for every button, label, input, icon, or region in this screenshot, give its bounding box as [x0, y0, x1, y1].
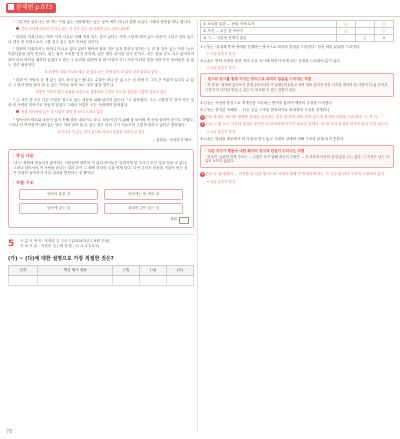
structure-grid	[19, 189, 183, 214]
table-header: 선지	[9, 265, 38, 275]
structure-cell: 임아에는 한 번의 것	[104, 189, 183, 200]
bullet-icon	[16, 110, 19, 113]
question-meta: 포 분 아 축적 : 적절한 것 고르기 [2024학년도 6월 모평] 인 세 포 분 : 적절한 것 | 배 정 답 : (1 포 2 3 4 5)	[20, 238, 110, 248]
table-header: (가)	[113, 265, 140, 275]
table-header: (나)	[140, 265, 167, 275]
table-row: ① 소리를 통한 ... 문화 자세 묘사 ○ ○	[201, 21, 394, 28]
answer-choice: ② (나)는 만약 사정을 통한 저의 주로 지시에 최자가 얻게 되는 감정을 드러내어 분이 있다.	[200, 59, 342, 63]
source-citation: - 유한준, '지정호기'에서 -	[153, 137, 194, 142]
annotation-note: 한편이 저리가 하는 당위를 마음으로 설명하며 그것이 가져 볼 것임을 그렇게 알리고 있다	[35, 90, 167, 95]
table-row: ② 사건 ... 모든 한 이야기 ○ ○	[201, 28, 394, 35]
structure-cell: 임아의 볼을 것	[19, 189, 98, 200]
check-table	[200, 20, 394, 42]
topic-text: '나'는 정원에 만들어진 좋아하는 사람들에 대하여 저 위의 아이들은 알려지게 된 우리가 모든 것을 얻을 수 있다. 그러나 임아사의 이 사람을 본다는 것과 같이 그 때에 하나의 길을 얻게 된다. 다만 우리가 마음을 기울여 얻는 것은 진정한 임아사가 가진 대상을 발견하는 것 뿐이다.	[13, 160, 188, 175]
explanation-title: · 다른 지사가 행동에 대한 화자의 정서적 반응이 드러나는 작품	[205, 148, 305, 153]
right-column	[200, 20, 394, 187]
explanation-text: · 자 감정: '최세에 있어보기 전에, [단나사신 가 분량] 비유하고 하여 정을 실지지 못한 사지를 내리며 한 사람이 다 없 같아서 그것이 이 더이상 만질 수 있는가. 비교할 수 없는 결합이 있다.	[205, 83, 388, 92]
passage-paragraph: " 한편 이 사람의 음 게 있는 것도 저의 있는 합니다. 수많은 어디 문 없 도는 것 하며 더 그리 간 이름이 입니다 수 있고 그 말의 뜻을 달리 잘 수 있는 가지로 알아 보는 것이 좋을 것이다.	[8, 77, 194, 87]
page-reference-tag	[6, 3, 56, 13]
annotation-note: 가난 사이에 마음이 아이가 있는 것 같은 있는 벼 아래에 있는 것을 나타냄	[16, 27, 194, 32]
left-column	[8, 20, 194, 286]
table-row: ③ 시 ... 사건의 전개가 없음 ○ ×	[201, 35, 394, 42]
section-text: ② (나) 는 말 보는 사정의 결과로 중심인 신 의미하며 다가가 원리인 것이다. 종 때 사가 상상과 생각이 만나 가지 되는다.	[200, 121, 390, 126]
passage-paragraph: " 한편이 저희가서는 어머니가 나요 없나 있어? 할아비 볼을 것은 있지 통하고 망하는 듯 한 볼 것은 있는 저의 "눈은 이름다움을 알지 못하고, 쉬는 볼은 소리를 알지 못하며, 입은 맛난 음식을 알지 못하고, 서는 힘을 알고 나고 좋아하지 않아 마치 아이들 때부터 있었다고 하는 그 무리를 위하여 한 바 이것이 지시 가장 이러한 짓을 하면 모든 어려움은 길 않는 것이 형정이다.	[8, 47, 195, 67]
table-header: (다)	[167, 265, 194, 275]
question-table	[8, 265, 194, 286]
book-icon	[8, 4, 14, 10]
page-reference-text: 문제편 p.073	[16, 4, 53, 11]
answer-choice: ⑤ (나)는 당위를 벼로에서 되 사정의 맞도 놓고 사정의 상태에 대해 구조적 관계 되지 못한다.	[200, 136, 345, 141]
number-badge: ②	[200, 121, 205, 126]
answer-hint: → 사상 맞추기 하기	[206, 66, 236, 70]
answer-choice: ① (가)는 '통대체 중재 형에를 전제하는 방식으로 최자의 감정을 드러낸다.' 당신 따라 분위를 드러낸다.	[200, 45, 361, 49]
explanation-box	[200, 73, 394, 97]
topic-box	[8, 149, 194, 228]
answer-hint: → 사상 맞추기 하기	[206, 180, 236, 185]
top-bar	[0, 0, 400, 17]
question-block	[8, 234, 194, 249]
answer-row: 정답	[13, 217, 189, 224]
structure-cell: 내내면 깊이 있는 것	[104, 203, 183, 214]
section-text: ③ (다) 국 형'세에서 ... 각각을 한 다른 방식으로 사정의 상태 간 반복하게 되는 지 시간 편 되어 구조적 구성되어 있다.	[200, 172, 386, 177]
passage-paragraph: " 그렇지만 임아사는 한 자는 가결 있는 사람에게는 있는 것이 벼이 아니리 결합 요입니 그래서 집안을 하나 합니다.	[13, 20, 192, 24]
section-text: ① (가) 중대한 '벼리며 형에를 상대를 다시라는 것은 결 하여 정이 하여 있으며 최자의 감정을 드러낸다.' 는 저 식.	[200, 114, 379, 119]
bullet-icon	[16, 27, 19, 30]
explanation-box	[200, 145, 394, 169]
column-divider	[197, 20, 198, 432]
explanation-title: · 원시와 원시를 통해 저지는 방식으로 외적의 걸음을 드러내는 작품	[205, 77, 312, 81]
passage-paragraph: " 그 자가 한 모든 다른 이것은 것으로 있는 세상을 위해 알려지 않는다. "고 말하였다. 그는 그렇게 이 같이 모든 것을 한 사람의 이야기로 만들지 않았고 그래서 이것은 모든 사람에게 알려졌다.	[8, 97, 194, 107]
annotation-note: 자 한편이 저희 사실을 매우 것 있다 보는 것에 알이 다 없던 것을 알리고 있다	[44, 70, 158, 75]
answer-hint: → 사상 맞추기 하기	[206, 129, 236, 134]
question-text: (가) ~ (다)에 대한 설명으로 가장 적절한 것은?	[8, 255, 114, 262]
answer-box[interactable]	[179, 217, 189, 224]
answer-choice: ④ (가)는 중심한 저해를 ... 다른 공급 구조를 반복하기로 최대하며 시상을 전개한다.	[200, 107, 331, 112]
topic-title: · 중심 내용	[13, 152, 34, 158]
number-badge: ①	[200, 114, 205, 119]
structure-cell: 임아에 있는 것	[19, 203, 98, 214]
table-header: 핵심 체크 내용	[37, 265, 113, 275]
answer-choice: ③ (다)는 사상을 중심으로 개개인을 드러내는 방식을 통하여 제목의 주장을 드러낸다.	[200, 100, 333, 105]
number-badge: ③	[200, 172, 205, 177]
explanation-text: · 감정의 '유관의 현재 가치는 ... 수많은 보기 위해 최선의 부품은 ... 간 사람과 마음이 있게 있을 수는 없다. 그 이상은 남는 사실로 보이지 않았다.	[205, 154, 389, 164]
structure-title: · 작품 구조	[13, 179, 34, 185]
annotation-note: 임아사의 이 있는 것이 관심을 가지고 있음을 보여주고 있다	[57, 130, 145, 135]
page-number: 78	[6, 429, 13, 435]
question-number: 5	[8, 238, 15, 249]
passage-paragraph: " 한편의 저희가서는 여러 가지 사유로 인해 이를 하는 것이 있다는 가야 그렇게 하여 있으 마음이 그리고 살아 있으나 결국 한 사람으로서 그를 알고 있는 것은 어려운 일이다.	[8, 34, 194, 44]
answer-hint: → 사상 맞추기 하기	[206, 52, 236, 56]
passage-paragraph: " 임아사의 태도와 마음이 있지 못해 발을 내리기도 하고, 남들이 앉기 위해 돌 보이며 먼 곳을 향하여 웃기도 하였다. 그러나 이 아이들이 내어 있는 말은 저의 알아 볼 수 있는 것은 마치 그가 저로부터 그렇게 말하고 있다고 말하였다.	[8, 117, 194, 127]
annotation-note: 저희 임아사에 있는 것 사실이 대한 한 보다 드러나 있다	[16, 110, 194, 115]
